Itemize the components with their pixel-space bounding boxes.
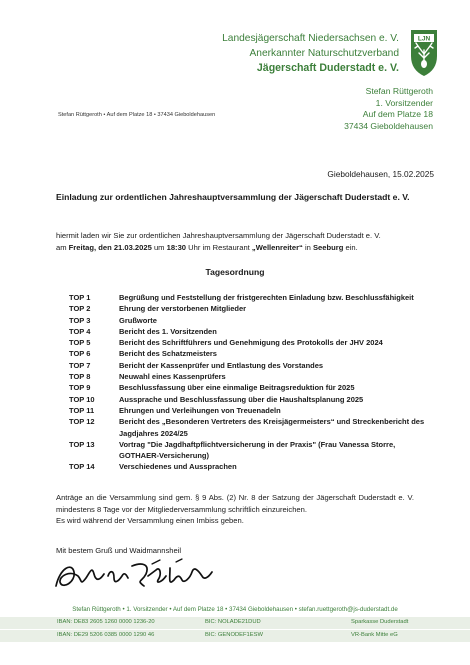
agenda-item-number: TOP 14 xyxy=(69,462,95,472)
agenda-item-number: TOP 12 xyxy=(69,417,95,427)
sender-role: 1. Vorsitzender xyxy=(375,97,433,108)
footer-contact-line: Stefan Rüttgeroth • 1. Vorsitzender • Auf dem Platze 18 • 37434 Gieboldehausen • stefan.ruettgeroth@js-duderstadt.de xyxy=(72,606,398,613)
agenda-item xyxy=(69,303,429,314)
intro-end: ein. xyxy=(343,243,358,252)
intro-in: in xyxy=(302,243,313,252)
agenda-item-text: Bericht des 1. Vorsitzenden xyxy=(119,326,217,336)
organization-header xyxy=(222,31,399,76)
notice-paragraph: Anträge an die Versammlung sind gem. § 9 Abs. (2) Nr. 8 der Satzung der Jägerschaft Duderstadt e. V. mindestens 8 Tage vor der Mitgliederversammlung schriftlich einzureichen. xyxy=(56,493,414,514)
agenda-item-text: Bericht des Schatzmeisters xyxy=(119,349,217,359)
agenda-item xyxy=(69,337,429,348)
agenda-list xyxy=(69,292,429,473)
meeting-venue: „Wellenreiter“ xyxy=(251,243,303,252)
agenda-item-number: TOP 1 xyxy=(69,293,91,302)
agenda-title: Tagesordnung xyxy=(205,267,265,277)
agenda-item xyxy=(69,405,429,416)
agenda-item-text: Aussprache und Beschlussfassung über die Haushaltsplanung 2025 xyxy=(119,394,364,404)
footer-bank-row xyxy=(0,617,470,629)
agenda-item-number: TOP 6 xyxy=(69,349,91,359)
agenda-item-text: Ehrungen und Verleihungen von Treuenadeln xyxy=(119,405,281,415)
agenda-item-number: TOP 8 xyxy=(69,372,91,382)
bank-1: Sparkasse Duderstadt xyxy=(351,619,409,625)
motions-notice xyxy=(56,492,414,527)
agenda-item xyxy=(69,326,429,337)
agenda-item xyxy=(69,360,429,371)
bic-2: BIC: GENODEF1ESW xyxy=(205,632,263,638)
handwritten-signature xyxy=(52,556,217,598)
agenda-item xyxy=(69,292,429,303)
agenda-item-text: Vortrag "Die Jagdhaftpflichtversicherung in der Praxis" (Frau Vanessa Storre, GOTHAER-Versicherung) xyxy=(119,439,396,461)
sender-street: Auf dem Platze 18 xyxy=(362,109,433,119)
bic-1: BIC: NOLADE21DUD xyxy=(205,619,261,625)
agenda-item-text: Bericht des „Besonderen Vertreters des Kreisjägermeisters“ und Streckenbericht des Jagdjahres 2024/25 xyxy=(119,417,425,438)
agenda-item-number: TOP 5 xyxy=(69,338,91,348)
bank-2: VR-Bank Mitte eG xyxy=(351,632,398,638)
agenda-item-text: Verschiedenes und Aussprachen xyxy=(119,462,237,472)
sender-address-block xyxy=(344,86,433,132)
svg-text:LJN: LJN xyxy=(417,35,431,43)
agenda-item xyxy=(69,439,429,462)
agenda-item-text: Grußworte xyxy=(119,315,157,325)
notice-refreshments: Es wird während der Versammlung einen Imbiss geben. xyxy=(56,516,244,525)
invitation-line2 xyxy=(56,242,416,254)
agenda-item xyxy=(69,348,429,359)
org-name-line3: Jägerschaft Duderstadt e. V. xyxy=(256,62,399,74)
agenda-item-number: TOP 11 xyxy=(69,405,95,415)
closing-greeting: Mit bestem Gruß und Waidmannsheil xyxy=(56,546,182,555)
letter-subject: Einladung zur ordentlichen Jahreshauptversammlung der Jägerschaft Duderstadt e. V. xyxy=(56,192,410,202)
footer-bank-row xyxy=(0,630,470,642)
agenda-item-text: Bericht der Kassenprüfer und Entlastung des Vorstandes xyxy=(119,360,324,370)
agenda-item xyxy=(69,394,429,405)
agenda-item xyxy=(69,416,429,439)
agenda-item-number: TOP 3 xyxy=(69,315,91,325)
org-name-line2: Anerkannter Naturschutzverband xyxy=(249,48,399,59)
agenda-item-number: TOP 7 xyxy=(69,360,91,370)
intro-um: um xyxy=(151,243,167,252)
agenda-item-text: Beschlussfassung über eine einmalige Beitragsreduktion für 2025 xyxy=(119,383,355,393)
sender-city: 37434 Gieboldehausen xyxy=(344,120,433,131)
agenda-item-text: Ehrung der verstorbenen Mitglieder xyxy=(119,304,247,314)
agenda-item xyxy=(69,371,429,382)
agenda-item-number: TOP 13 xyxy=(69,439,95,449)
sender-name: Stefan Rüttgeroth xyxy=(365,86,433,96)
agenda-item-text: Neuwahl eines Kassenprüfers xyxy=(119,372,226,382)
meeting-time: 18:30 xyxy=(166,243,187,252)
ljn-logo-icon xyxy=(409,28,439,78)
letter-date: Gieboldehausen, 15.02.2025 xyxy=(327,169,434,179)
agenda-item-number: TOP 2 xyxy=(69,304,91,314)
intro-mid: Uhr im Restaurant xyxy=(186,243,252,252)
agenda-item-text: Begrüßung und Feststellung der fristgerechten Einladung bzw. Beschlussfähigkeit xyxy=(119,293,414,302)
org-name-line1: Landesjägerschaft Niedersachsen e. V. xyxy=(222,33,399,44)
intro-am: am xyxy=(56,243,69,252)
iban-2: IBAN: DE29 5206 0385 0000 1290 46 xyxy=(57,632,155,638)
agenda-item-number: TOP 9 xyxy=(69,383,91,393)
agenda-item xyxy=(69,315,429,326)
agenda-item-number: TOP 4 xyxy=(69,326,91,336)
agenda-item xyxy=(69,382,429,393)
iban-1: IBAN: DE83 2605 1260 0000 1236-20 xyxy=(57,619,155,625)
agenda-item-text: Bericht des Schriftführers und Genehmigung des Protokolls der JHV 2024 xyxy=(119,338,383,348)
agenda-item-number: TOP 10 xyxy=(69,394,95,404)
meeting-day: Freitag, den 21.03.2025 xyxy=(68,243,152,252)
agenda-item xyxy=(69,461,429,472)
sender-return-line: Stefan Rüttgeroth • Auf dem Platze 18 • 37434 Gieboldehausen xyxy=(58,112,216,118)
invitation-text xyxy=(56,230,416,254)
meeting-place: Seeburg xyxy=(312,243,344,252)
invitation-line1: hiermit laden wir Sie zur ordentlichen Jahreshauptversammlung der Jägerschaft Duderstadt e. V. xyxy=(56,231,381,240)
